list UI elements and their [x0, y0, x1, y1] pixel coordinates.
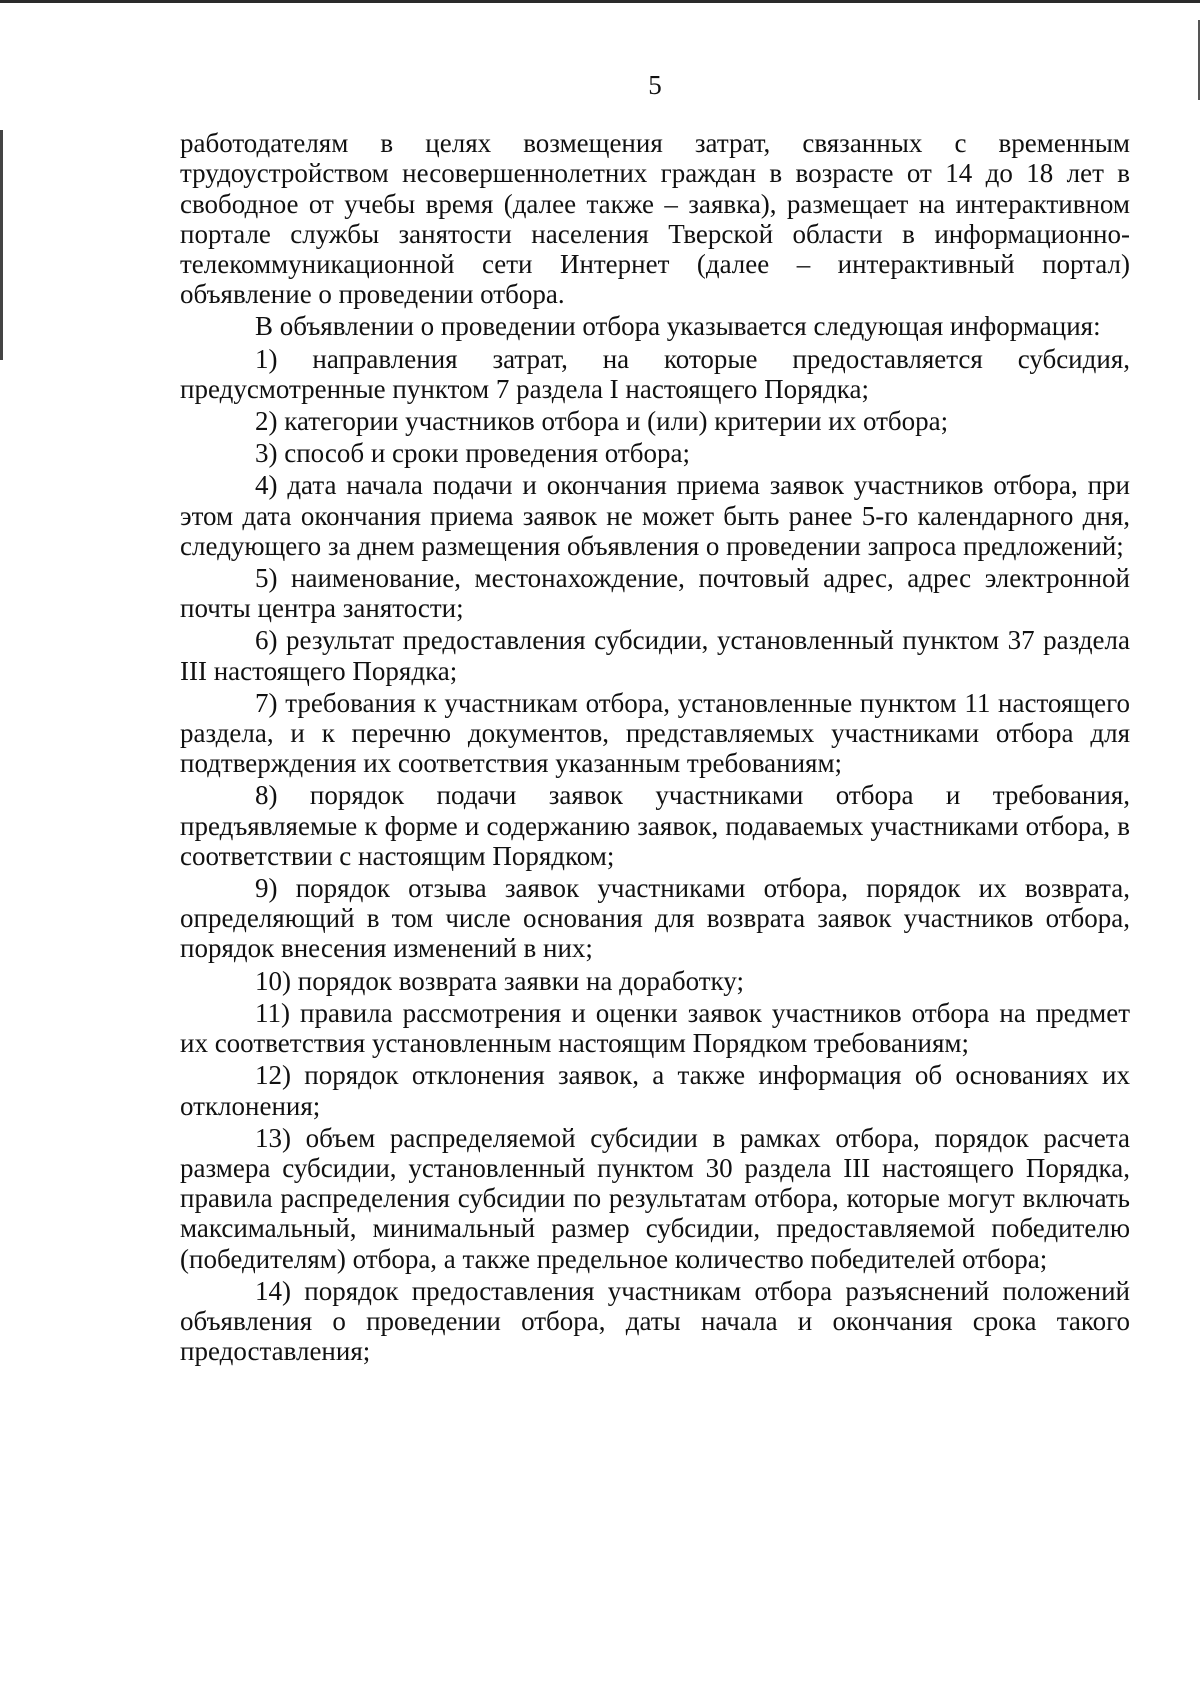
paragraph-5: 4) дата начала подачи и окончания приема заявок участников отбора, при этом дата окончания приема заявок не может быть ранее 5-го календарного дня, следующего за днем размещения объявления о проведении запроса предложений; [180, 470, 1130, 561]
paragraph-1: В объявлении о проведении отбора указывается следующая информация: [255, 311, 1101, 342]
paragraph-9: 8) порядок подачи заявок участниками отбора и требования, предъявляемые к форме и содержанию заявок, подаваемых участниками отбора, в соответствии с настоящим Порядком; [180, 780, 1130, 871]
page-number: 5 [648, 70, 662, 100]
scan-edge-left [0, 130, 3, 360]
document-page [180, 70, 1130, 1366]
paragraph-0: работодателям в целях возмещения затрат, связанных с временным трудоустройством несовершеннолетних граждан в возрасте от 14 до 18 лет в свободное от учебы время (далее также – заявка), размещает на интерактивном портале службы занятости населения Тверской области в информационно-телекоммуникационной сети Интернет (далее – интерактивный портал) объявление о проведении отбора. [180, 128, 1130, 310]
paragraph-3: 2) категории участников отбора и (или) критерии их отбора; [255, 406, 949, 437]
paragraph-8: 7) требования к участникам отбора, установленные пунктом 11 настоящего раздела, и к перечню документов, представляемых участниками отбора для подтверждения их соответствия указанным требованиям; [180, 687, 1130, 779]
paragraph-11: 10) порядок возврата заявки на доработку; [255, 965, 744, 996]
paragraph-6: 5) наименование, местонахождение, почтовый адрес, адрес электронной почты центра занятости; [180, 563, 1130, 624]
paragraph-4: 3) способ и сроки проведения отбора; [255, 438, 690, 469]
paragraph-14: 13) объем распределяемой субсидии в рамках отбора, порядок расчета размера субсидии, установленный пунктом 30 раздела III настоящего Порядка, правила распределения субсидии по результатам отбора, которые могут включать максимальный, минимальный размер субсидии, предоставляемой победителю (победителям) отбора, а также предельное количество победителей отбора; [180, 1122, 1130, 1274]
paragraph-10: 9) порядок отзыва заявок участниками отбора, порядок их возврата, определяющий в том числе основания для возврата заявок участников отбора, порядок внесения изменений в них; [180, 873, 1130, 964]
scan-edge-top [0, 0, 1200, 3]
paragraph-7: 6) результат предоставления субсидии, установленный пунктом 37 раздела III настоящего Порядка; [180, 625, 1130, 686]
paragraph-2: 1) направления затрат, на которые предоставляется субсидия, предусмотренные пунктом 7 раздела I настоящего Порядка; [180, 343, 1130, 404]
paragraph-12: 11) правила рассмотрения и оценки заявок участников отбора на предмет их соответствия установленным настоящим Порядком требованиям; [180, 997, 1130, 1059]
paragraph-15: 14) порядок предоставления участникам отбора разъяснений положений объявления о проведении отбора, даты начала и окончания срока такого предоставления; [180, 1275, 1130, 1367]
paragraph-13: 12) порядок отклонения заявок, а также информация об основаниях их отклонения; [180, 1060, 1130, 1121]
